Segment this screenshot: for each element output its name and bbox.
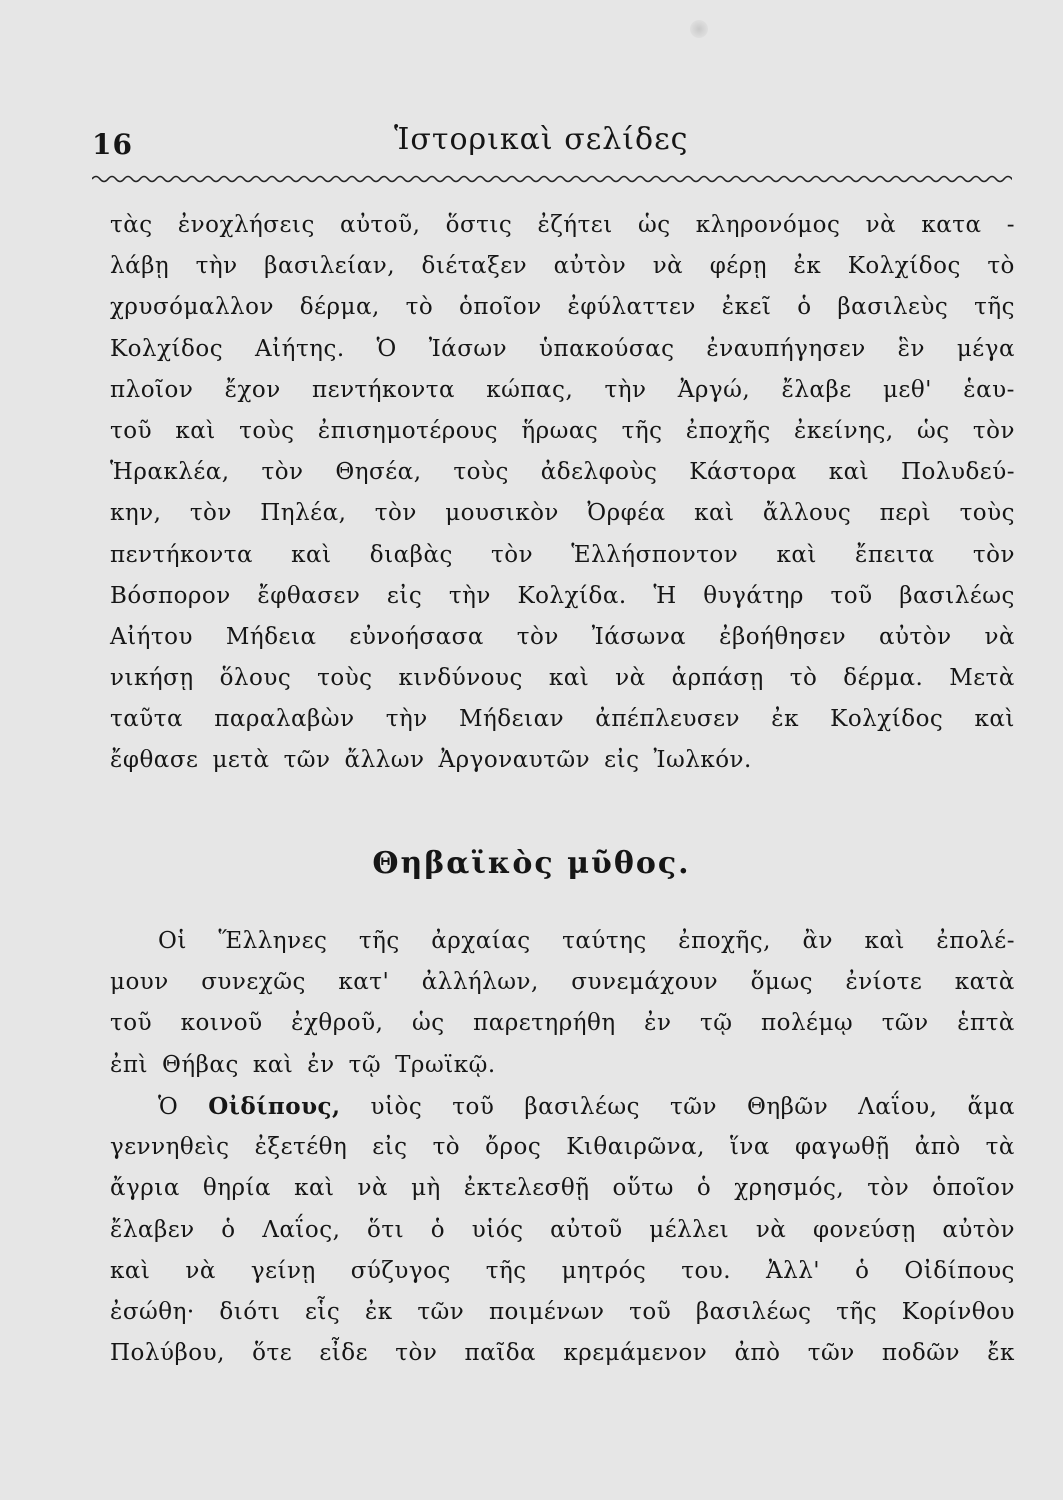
text-line: ἔφθασε μετὰ τῶν ἄλλων Ἀργοναυτῶν εἰς Ἰωλκόν. xyxy=(110,747,752,774)
text-line: νικήσῃ ὅλους τοὺς κινδύνους καὶ νὰ ἁρπάσῃ τὸ δέρμα. Μετὰ xyxy=(110,665,1015,692)
text-line: Ἡρακλέα, τὸν Θησέα, τοὺς ἀδελφοὺς Κάστορα καὶ Πολυδεύ- xyxy=(110,459,1015,486)
text-line: Κολχίδος Αἰήτης. Ὁ Ἰάσων ὑπακούσας ἐναυπήγησεν ἓν μέγα xyxy=(110,335,1015,362)
text-line: γεννηθεὶς ἐξετέθη εἰς τὸ ὄρος Κιθαιρῶνα, ἵνα φαγωθῇ ἀπὸ τὰ xyxy=(110,1134,1015,1161)
running-head xyxy=(92,122,1012,170)
text-line: τοῦ κοινοῦ ἐχθροῦ, ὡς παρετηρήθη ἐν τῷ πολέμῳ τῶν ἑπτὰ xyxy=(110,1010,1015,1037)
page-number: 16 xyxy=(92,128,133,161)
text-line: τοῦ καὶ τοὺς ἐπισημοτέρους ἥρωας τῆς ἐποχῆς ἐκείνης, ὡς τὸν xyxy=(110,417,1015,444)
section-heading: Θηβαϊκὸς μῦθος. xyxy=(372,846,691,881)
scan-speck xyxy=(690,20,708,38)
text-line: τὰς ἐνοχλήσεις αὐτοῦ, ὅστις ἐζήτει ὡς κληρονόμος νὰ κατα - xyxy=(110,212,1015,238)
text-line: Οἱ Ἕλληνες τῆς ἀρχαίας ταύτης ἐποχῆς, ἂν καὶ ἐπολέ- xyxy=(158,928,1015,954)
paragraph-2 xyxy=(110,928,1015,1093)
text-line: πλοῖον ἔχον πεντήκοντα κώπας, τὴν Ἀργώ, ἔλαβε μεθ' ἑαυ- xyxy=(110,376,1015,403)
text-line: Ὁ Οἰδίπους, υἱὸς τοῦ βασιλέως τῶν Θηβῶν Λαΐου, ἅμα xyxy=(158,1093,1015,1120)
text-line: πεντήκοντα καὶ διαβὰς τὸν Ἑλλήσποντον καὶ ἔπειτα τὸν xyxy=(110,541,1015,568)
text-line: κην, τὸν Πηλέα, τὸν μουσικὸν Ὀρφέα καὶ ἄλλους περὶ τοὺς xyxy=(110,500,1015,527)
header-title: Ἱστορικαὶ σελίδες xyxy=(394,122,689,157)
text-line: χρυσόμαλλον δέρμα, τὸ ὁποῖον ἐφύλαττεν ἐκεῖ ὁ βασιλεὺς τῆς xyxy=(110,294,1015,321)
text-line: ἐπὶ Θήβας καὶ ἐν τῷ Τρωϊκῷ. xyxy=(110,1051,496,1078)
paragraph-3 xyxy=(110,1093,1015,1381)
text-line: ἐσώθη· διότι εἷς ἐκ τῶν ποιμένων τοῦ βασιλέως τῆς Κορίνθου xyxy=(110,1298,1015,1325)
text-line: ἔλαβεν ὁ Λαΐος, ὅτι ὁ υἱός αὐτοῦ μέλλει νὰ φονεύσῃ αὐτὸν xyxy=(110,1216,1015,1243)
text-line: μουν συνεχῶς κατ' ἀλλήλων, συνεμάχουν ὅμως ἐνίοτε κατὰ xyxy=(110,969,1015,996)
header-wavy-rule xyxy=(92,172,1012,186)
text-line: Αἰήτου Μήδεια εὐνοήσασα τὸν Ἰάσωνα ἐβοήθησεν αὐτὸν νὰ xyxy=(110,623,1015,650)
text-line: Βόσπορον ἔφθασεν εἰς τὴν Κολχίδα. Ἡ θυγάτηρ τοῦ βασιλέως xyxy=(110,582,1015,609)
paragraph-1 xyxy=(110,212,1015,789)
text-line: Πολύβου, ὅτε εἶδε τὸν παῖδα κρεμάμενον ἀπὸ τῶν ποδῶν ἔκ xyxy=(110,1340,1015,1367)
text-line: ἄγρια θηρία καὶ νὰ μὴ ἐκτελεσθῇ οὕτω ὁ χρησμός, τὸν ὁποῖον xyxy=(110,1175,1015,1202)
text-line: καὶ νὰ γείνῃ σύζυγος τῆς μητρός του. Ἀλλ' ὁ Οἰδίπους xyxy=(110,1257,1015,1284)
text-line: λάβῃ τὴν βασιλείαν, διέταξεν αὐτὸν νὰ φέρῃ ἐκ Κολχίδος τὸ xyxy=(110,253,1015,280)
text-line: ταῦτα παραλαβὼν τὴν Μήδειαν ἀπέπλευσεν ἐκ Κολχίδος καὶ xyxy=(110,706,1015,733)
